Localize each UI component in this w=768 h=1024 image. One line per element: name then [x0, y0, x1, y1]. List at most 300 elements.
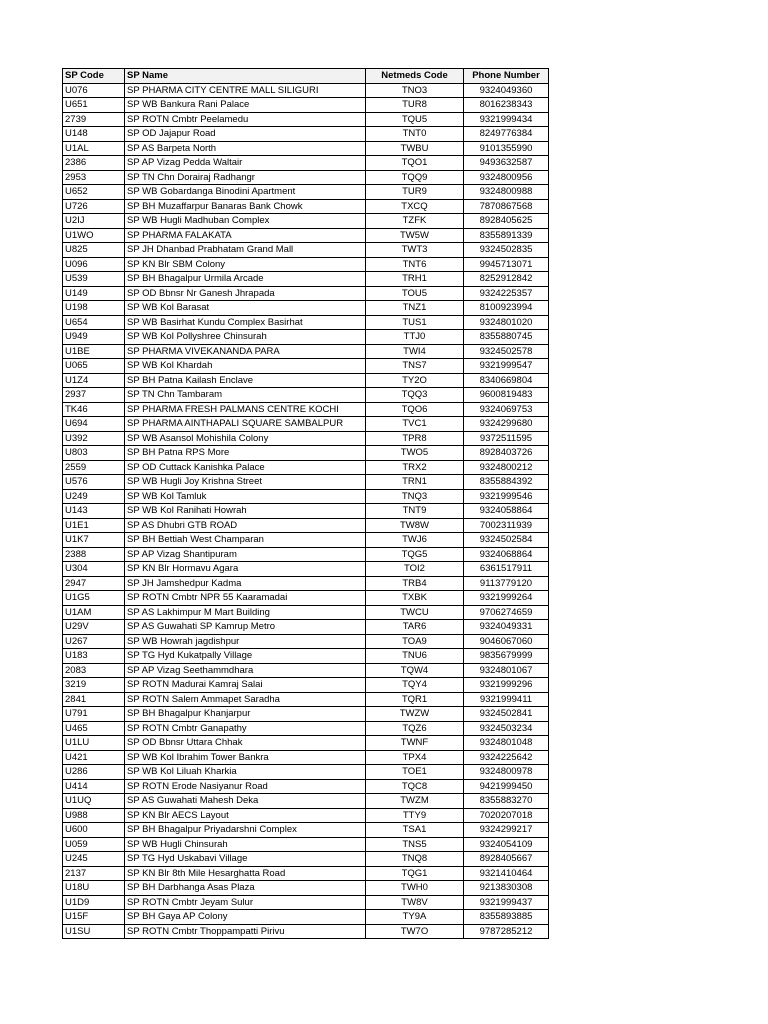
cell-sp-code: 2953	[63, 170, 125, 185]
table-row	[63, 634, 549, 649]
header-netmeds-code: Netmeds Code	[366, 69, 464, 84]
cell-sp-code: U600	[63, 823, 125, 838]
cell-sp-name: SP KN Blr SBM Colony	[125, 257, 366, 272]
table-row	[63, 243, 549, 258]
cell-phone-number: 9493632587	[464, 156, 549, 171]
cell-netmeds-code: TNT9	[366, 504, 464, 519]
cell-netmeds-code: TWJ6	[366, 533, 464, 548]
table-row	[63, 475, 549, 490]
cell-phone-number: 9321999434	[464, 112, 549, 127]
cell-sp-name: SP BH Bettiah West Champaran	[125, 533, 366, 548]
table-row	[63, 852, 549, 867]
cell-sp-code: U29V	[63, 620, 125, 635]
cell-netmeds-code: TNZ1	[366, 301, 464, 316]
table-row	[63, 692, 549, 707]
cell-phone-number: 8355880745	[464, 330, 549, 345]
cell-netmeds-code: TQC8	[366, 779, 464, 794]
cell-sp-code: 2083	[63, 663, 125, 678]
table-row	[63, 605, 549, 620]
cell-sp-name: SP BH Bhagalpur Khanjarpur	[125, 707, 366, 722]
cell-phone-number: 8355891339	[464, 228, 549, 243]
cell-netmeds-code: TWNF	[366, 736, 464, 751]
cell-sp-name: SP AP Vizag Seethammdhara	[125, 663, 366, 678]
cell-netmeds-code: TQY4	[366, 678, 464, 693]
cell-sp-code: U1AL	[63, 141, 125, 156]
cell-phone-number: 9324225642	[464, 750, 549, 765]
cell-sp-code: U414	[63, 779, 125, 794]
table-row	[63, 808, 549, 823]
cell-sp-code: U1BE	[63, 344, 125, 359]
table-row	[63, 344, 549, 359]
table-row	[63, 98, 549, 113]
table-row	[63, 533, 549, 548]
cell-sp-code: U076	[63, 83, 125, 98]
cell-sp-code: U654	[63, 315, 125, 330]
cell-phone-number: 9101355990	[464, 141, 549, 156]
cell-sp-code: U065	[63, 359, 125, 374]
cell-sp-code: U1LU	[63, 736, 125, 751]
cell-sp-code: U149	[63, 286, 125, 301]
cell-phone-number: 9324054109	[464, 837, 549, 852]
cell-netmeds-code: TUR8	[366, 98, 464, 113]
cell-phone-number: 9321999546	[464, 489, 549, 504]
cell-phone-number: 9324225357	[464, 286, 549, 301]
cell-sp-name: SP KN Blr Hormavu Agara	[125, 562, 366, 577]
table-row	[63, 866, 549, 881]
cell-sp-code: U1K7	[63, 533, 125, 548]
cell-netmeds-code: TNS7	[366, 359, 464, 374]
table-row	[63, 837, 549, 852]
cell-netmeds-code: TNT0	[366, 127, 464, 142]
table-row	[63, 750, 549, 765]
cell-phone-number: 9324800988	[464, 185, 549, 200]
cell-sp-code: U988	[63, 808, 125, 823]
cell-netmeds-code: TTJ0	[366, 330, 464, 345]
cell-sp-code: U096	[63, 257, 125, 272]
cell-sp-name: SP WB Kol Barasat	[125, 301, 366, 316]
cell-netmeds-code: TPX4	[366, 750, 464, 765]
cell-netmeds-code: TW8W	[366, 518, 464, 533]
cell-sp-name: SP KN Blr AECS Layout	[125, 808, 366, 823]
table-row	[63, 83, 549, 98]
cell-netmeds-code: TY2O	[366, 373, 464, 388]
cell-phone-number: 8355893885	[464, 910, 549, 925]
table-row	[63, 388, 549, 403]
cell-sp-name: SP OD Cuttack Kanishka Palace	[125, 460, 366, 475]
cell-sp-name: SP BH Bhagalpur Urmila Arcade	[125, 272, 366, 287]
cell-phone-number: 9324049331	[464, 620, 549, 635]
cell-netmeds-code: TWI4	[366, 344, 464, 359]
cell-phone-number: 7870867568	[464, 199, 549, 214]
cell-sp-code: U694	[63, 417, 125, 432]
cell-phone-number: 8928405625	[464, 214, 549, 229]
cell-sp-name: SP OD Jajapur Road	[125, 127, 366, 142]
cell-netmeds-code: TXBK	[366, 591, 464, 606]
cell-sp-code: 2137	[63, 866, 125, 881]
cell-phone-number: 9945713071	[464, 257, 549, 272]
table-row	[63, 518, 549, 533]
cell-sp-code: U143	[63, 504, 125, 519]
cell-phone-number: 9324502578	[464, 344, 549, 359]
table-row	[63, 402, 549, 417]
table-row	[63, 562, 549, 577]
cell-sp-code: U267	[63, 634, 125, 649]
cell-sp-name: SP BH Patna RPS More	[125, 446, 366, 461]
cell-phone-number: 9324800956	[464, 170, 549, 185]
table-row	[63, 199, 549, 214]
cell-phone-number: 8249776384	[464, 127, 549, 142]
cell-sp-name: SP PHARMA VIVEKANANDA PARA	[125, 344, 366, 359]
cell-netmeds-code: TW7O	[366, 924, 464, 939]
cell-phone-number: 8252912842	[464, 272, 549, 287]
cell-sp-name: SP WB Howrah jagdishpur	[125, 634, 366, 649]
table-row	[63, 286, 549, 301]
table-row	[63, 678, 549, 693]
cell-netmeds-code: TQQ9	[366, 170, 464, 185]
cell-sp-name: SP KN Blr 8th Mile Hesarghatta Road	[125, 866, 366, 881]
table-row	[63, 547, 549, 562]
cell-sp-name: SP AS Guwahati SP Kamrup Metro	[125, 620, 366, 635]
cell-sp-code: U1WO	[63, 228, 125, 243]
cell-sp-name: SP AS Dhubri GTB ROAD	[125, 518, 366, 533]
cell-sp-code: 2386	[63, 156, 125, 171]
cell-sp-code: U1E1	[63, 518, 125, 533]
cell-sp-name: SP TG Hyd Uskabavi Village	[125, 852, 366, 867]
cell-sp-name: SP AS Lakhimpur M Mart Building	[125, 605, 366, 620]
cell-phone-number: 9046067060	[464, 634, 549, 649]
cell-sp-code: U304	[63, 562, 125, 577]
cell-netmeds-code: TQO6	[366, 402, 464, 417]
cell-netmeds-code: TUR9	[366, 185, 464, 200]
cell-phone-number: 9324801067	[464, 663, 549, 678]
cell-sp-name: SP JH Dhanbad Prabhatam Grand Mall	[125, 243, 366, 258]
cell-sp-name: SP WB Kol Ranihati Howrah	[125, 504, 366, 519]
cell-sp-name: SP JH Jamshedpur Kadma	[125, 576, 366, 591]
cell-sp-name: SP PHARMA FRESH PALMANS CENTRE KOCHI	[125, 402, 366, 417]
cell-sp-name: SP BH Gaya AP Colony	[125, 910, 366, 925]
cell-sp-code: TK46	[63, 402, 125, 417]
cell-sp-code: U286	[63, 765, 125, 780]
cell-phone-number: 9321999547	[464, 359, 549, 374]
cell-sp-code: U652	[63, 185, 125, 200]
cell-phone-number: 9421999450	[464, 779, 549, 794]
cell-phone-number: 7020207018	[464, 808, 549, 823]
cell-netmeds-code: TRB4	[366, 576, 464, 591]
cell-netmeds-code: TWT3	[366, 243, 464, 258]
cell-sp-name: SP AP Vizag Pedda Waltair	[125, 156, 366, 171]
table-row	[63, 779, 549, 794]
cell-sp-name: SP PHARMA CITY CENTRE MALL SILIGURI	[125, 83, 366, 98]
cell-sp-name: SP PHARMA FALAKATA	[125, 228, 366, 243]
cell-phone-number: 8355883270	[464, 794, 549, 809]
cell-netmeds-code: TVC1	[366, 417, 464, 432]
table-row	[63, 881, 549, 896]
cell-phone-number: 9321999437	[464, 895, 549, 910]
cell-phone-number: 9321410464	[464, 866, 549, 881]
cell-sp-name: SP ROTN Cmbtr Peelamedu	[125, 112, 366, 127]
cell-phone-number: 9324800978	[464, 765, 549, 780]
cell-sp-name: SP AS Guwahati Mahesh Deka	[125, 794, 366, 809]
table-row	[63, 823, 549, 838]
table-row	[63, 170, 549, 185]
cell-sp-name: SP TG Hyd Kukatpally Village	[125, 649, 366, 664]
cell-phone-number: 9324049360	[464, 83, 549, 98]
cell-netmeds-code: TNO3	[366, 83, 464, 98]
cell-sp-code: U1UQ	[63, 794, 125, 809]
table-row	[63, 156, 549, 171]
table-row	[63, 446, 549, 461]
cell-sp-code: U1G5	[63, 591, 125, 606]
cell-sp-code: U539	[63, 272, 125, 287]
table-row	[63, 315, 549, 330]
table-row	[63, 112, 549, 127]
cell-phone-number: 8928405667	[464, 852, 549, 867]
cell-sp-name: SP TN Chn Dorairaj Radhangr	[125, 170, 366, 185]
table-row	[63, 185, 549, 200]
cell-sp-name: SP AS Barpeta North	[125, 141, 366, 156]
cell-sp-code: U198	[63, 301, 125, 316]
cell-phone-number: 9324801020	[464, 315, 549, 330]
cell-netmeds-code: TQG5	[366, 547, 464, 562]
cell-sp-name: SP WB Kol Ibrahim Tower Bankra	[125, 750, 366, 765]
cell-netmeds-code: TW8V	[366, 895, 464, 910]
cell-sp-code: U949	[63, 330, 125, 345]
cell-sp-code: U576	[63, 475, 125, 490]
table-row	[63, 765, 549, 780]
cell-sp-code: U1D9	[63, 895, 125, 910]
sp-code-table	[62, 68, 549, 939]
cell-netmeds-code: TQW4	[366, 663, 464, 678]
header-row	[63, 69, 549, 84]
cell-netmeds-code: TOE1	[366, 765, 464, 780]
cell-phone-number: 9113779120	[464, 576, 549, 591]
cell-netmeds-code: TZFK	[366, 214, 464, 229]
cell-sp-code: U15F	[63, 910, 125, 925]
cell-sp-name: SP BH Muzaffarpur Banaras Bank Chowk	[125, 199, 366, 214]
cell-sp-code: U183	[63, 649, 125, 664]
cell-sp-name: SP ROTN Erode Nasiyanur Road	[125, 779, 366, 794]
header-sp-name: SP Name	[125, 69, 366, 84]
table-row	[63, 620, 549, 635]
cell-netmeds-code: TOI2	[366, 562, 464, 577]
cell-phone-number: 9706274659	[464, 605, 549, 620]
table-row	[63, 228, 549, 243]
table-row	[63, 373, 549, 388]
cell-netmeds-code: TWH0	[366, 881, 464, 896]
cell-sp-name: SP WB Kol Khardah	[125, 359, 366, 374]
cell-sp-name: SP WB Hugli Madhuban Complex	[125, 214, 366, 229]
table-row	[63, 359, 549, 374]
cell-phone-number: 9324801048	[464, 736, 549, 751]
cell-phone-number: 9213830308	[464, 881, 549, 896]
cell-netmeds-code: TW5W	[366, 228, 464, 243]
header-sp-code: SP Code	[63, 69, 125, 84]
table-row	[63, 663, 549, 678]
cell-sp-name: SP WB Basirhat Kundu Complex Basirhat	[125, 315, 366, 330]
cell-netmeds-code: TPR8	[366, 431, 464, 446]
cell-netmeds-code: TQQ3	[366, 388, 464, 403]
table-row	[63, 431, 549, 446]
cell-sp-name: SP ROTN Cmbtr Ganapathy	[125, 721, 366, 736]
cell-netmeds-code: TQR1	[366, 692, 464, 707]
cell-sp-code: 2559	[63, 460, 125, 475]
cell-sp-name: SP OD Bbnsr Nr Ganesh Jhrapada	[125, 286, 366, 301]
cell-sp-code: U803	[63, 446, 125, 461]
cell-phone-number: 8928403726	[464, 446, 549, 461]
cell-netmeds-code: TRN1	[366, 475, 464, 490]
cell-netmeds-code: TRH1	[366, 272, 464, 287]
cell-netmeds-code: TXCQ	[366, 199, 464, 214]
cell-sp-name: SP WB Kol Liluah Kharkia	[125, 765, 366, 780]
cell-sp-code: U726	[63, 199, 125, 214]
cell-sp-code: U249	[63, 489, 125, 504]
cell-phone-number: 9324299680	[464, 417, 549, 432]
cell-sp-name: SP WB Asansol Mohishila Colony	[125, 431, 366, 446]
cell-phone-number: 9787285212	[464, 924, 549, 939]
table-row	[63, 910, 549, 925]
cell-phone-number: 9324502841	[464, 707, 549, 722]
cell-phone-number: 9324503234	[464, 721, 549, 736]
table-row	[63, 330, 549, 345]
cell-phone-number: 9324502835	[464, 243, 549, 258]
cell-sp-name: SP PHARMA AINTHAPALI SQUARE SAMBALPUR	[125, 417, 366, 432]
cell-netmeds-code: TOU5	[366, 286, 464, 301]
cell-sp-code: U148	[63, 127, 125, 142]
cell-netmeds-code: TWBU	[366, 141, 464, 156]
table-row	[63, 504, 549, 519]
cell-sp-name: SP WB Kol Tamluk	[125, 489, 366, 504]
cell-netmeds-code: TOA9	[366, 634, 464, 649]
table-row	[63, 417, 549, 432]
cell-phone-number: 6361517911	[464, 562, 549, 577]
cell-sp-name: SP BH Bhagalpur Priyadarshni Complex	[125, 823, 366, 838]
cell-netmeds-code: TWZW	[366, 707, 464, 722]
cell-phone-number: 8016238343	[464, 98, 549, 113]
table-row	[63, 707, 549, 722]
cell-phone-number: 7002311939	[464, 518, 549, 533]
cell-phone-number: 9321999411	[464, 692, 549, 707]
cell-sp-name: SP ROTN Madurai Kamraj Salai	[125, 678, 366, 693]
cell-sp-code: U392	[63, 431, 125, 446]
cell-netmeds-code: TWCU	[366, 605, 464, 620]
cell-sp-code: U1Z4	[63, 373, 125, 388]
cell-netmeds-code: TUS1	[366, 315, 464, 330]
table-row	[63, 721, 549, 736]
cell-sp-name: SP OD Bbnsr Uttara Chhak	[125, 736, 366, 751]
table-row	[63, 257, 549, 272]
cell-sp-code: 2937	[63, 388, 125, 403]
cell-sp-name: SP AP Vizag Shantipuram	[125, 547, 366, 562]
cell-phone-number: 9372511595	[464, 431, 549, 446]
cell-sp-code: U651	[63, 98, 125, 113]
cell-phone-number: 8355884392	[464, 475, 549, 490]
cell-sp-name: SP WB Hugli Joy Krishna Street	[125, 475, 366, 490]
cell-sp-name: SP BH Patna Kailash Enclave	[125, 373, 366, 388]
cell-sp-code: 2739	[63, 112, 125, 127]
cell-netmeds-code: TRX2	[366, 460, 464, 475]
cell-sp-name: SP BH Darbhanga Asas Plaza	[125, 881, 366, 896]
cell-sp-code: 2947	[63, 576, 125, 591]
cell-sp-code: U059	[63, 837, 125, 852]
cell-sp-code: U1SU	[63, 924, 125, 939]
cell-sp-code: U421	[63, 750, 125, 765]
cell-sp-name: SP ROTN Cmbtr NPR 55 Kaaramadai	[125, 591, 366, 606]
table-row	[63, 141, 549, 156]
cell-sp-code: 2841	[63, 692, 125, 707]
cell-sp-name: SP TN Chn Tambaram	[125, 388, 366, 403]
cell-netmeds-code: TNQ3	[366, 489, 464, 504]
table-row	[63, 794, 549, 809]
cell-phone-number: 9324058864	[464, 504, 549, 519]
cell-sp-name: SP WB Hugli Chinsurah	[125, 837, 366, 852]
table-row	[63, 127, 549, 142]
cell-sp-name: SP ROTN Cmbtr Jeyam Sulur	[125, 895, 366, 910]
cell-netmeds-code: TQG1	[366, 866, 464, 881]
table-row	[63, 214, 549, 229]
cell-netmeds-code: TAR6	[366, 620, 464, 635]
table-row	[63, 460, 549, 475]
table-row	[63, 576, 549, 591]
cell-phone-number: 9324299217	[464, 823, 549, 838]
table-row	[63, 649, 549, 664]
cell-netmeds-code: TNU6	[366, 649, 464, 664]
cell-sp-code: U791	[63, 707, 125, 722]
cell-netmeds-code: TQZ6	[366, 721, 464, 736]
table-row	[63, 301, 549, 316]
cell-phone-number: 8340669804	[464, 373, 549, 388]
table-row	[63, 489, 549, 504]
cell-phone-number: 9600819483	[464, 388, 549, 403]
cell-netmeds-code: TWZM	[366, 794, 464, 809]
cell-phone-number: 8100923994	[464, 301, 549, 316]
cell-sp-name: SP ROTN Cmbtr Thoppampatti Pirivu	[125, 924, 366, 939]
cell-netmeds-code: TQU5	[366, 112, 464, 127]
cell-sp-name: SP ROTN Salem Ammapet Saradha	[125, 692, 366, 707]
cell-phone-number: 9321999264	[464, 591, 549, 606]
cell-netmeds-code: TQO1	[366, 156, 464, 171]
cell-sp-name: SP WB Bankura Rani Palace	[125, 98, 366, 113]
cell-sp-name: SP WB Kol Pollyshree Chinsurah	[125, 330, 366, 345]
cell-phone-number: 9324502584	[464, 533, 549, 548]
table-row	[63, 895, 549, 910]
cell-sp-code: U18U	[63, 881, 125, 896]
cell-sp-code: 2388	[63, 547, 125, 562]
cell-sp-code: U245	[63, 852, 125, 867]
cell-sp-name: SP WB Gobardanga Binodini Apartment	[125, 185, 366, 200]
cell-phone-number: 9324069753	[464, 402, 549, 417]
cell-phone-number: 9324800212	[464, 460, 549, 475]
cell-netmeds-code: TNT6	[366, 257, 464, 272]
cell-sp-code: U465	[63, 721, 125, 736]
table-row	[63, 924, 549, 939]
cell-phone-number: 9321999296	[464, 678, 549, 693]
cell-phone-number: 9324068864	[464, 547, 549, 562]
cell-netmeds-code: TY9A	[366, 910, 464, 925]
cell-sp-code: U825	[63, 243, 125, 258]
header-phone-number: Phone Number	[464, 69, 549, 84]
cell-netmeds-code: TNS5	[366, 837, 464, 852]
cell-phone-number: 9835679999	[464, 649, 549, 664]
table-row	[63, 272, 549, 287]
cell-netmeds-code: TWO5	[366, 446, 464, 461]
cell-netmeds-code: TNQ8	[366, 852, 464, 867]
table-row	[63, 736, 549, 751]
cell-sp-code: U1AM	[63, 605, 125, 620]
table-row	[63, 591, 549, 606]
cell-netmeds-code: TSA1	[366, 823, 464, 838]
cell-netmeds-code: TTY9	[366, 808, 464, 823]
cell-sp-code: 3219	[63, 678, 125, 693]
